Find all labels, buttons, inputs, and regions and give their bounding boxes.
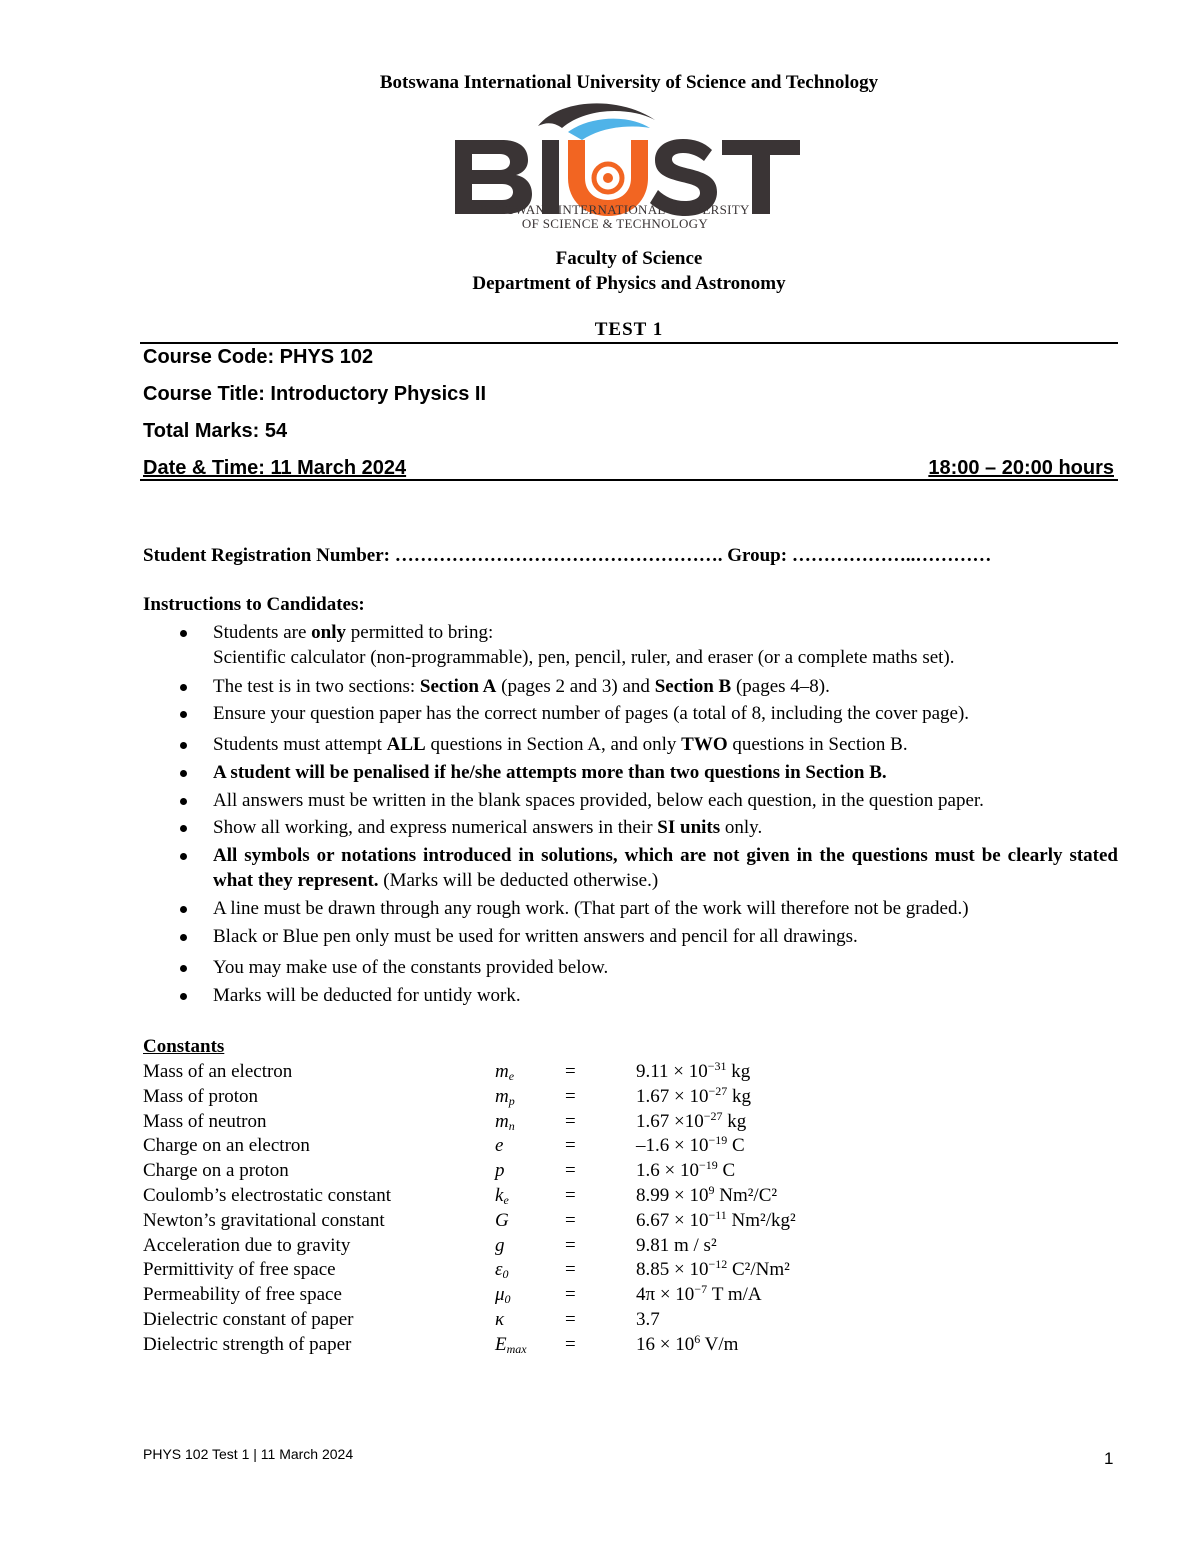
constant-value [636, 1083, 751, 1108]
bullet-icon [180, 684, 187, 691]
constant-equals: = [565, 1309, 576, 1330]
constant-equals: = [565, 1284, 576, 1306]
constant-value-main: 9.11 × 10 [636, 1061, 708, 1082]
constant-row [143, 1061, 1043, 1086]
bullet-icon [180, 798, 187, 805]
constant-value-main: 1.67 × 10 [636, 1085, 709, 1107]
constants-title: Constants [143, 1036, 225, 1057]
constant-value [636, 1185, 777, 1207]
constant-symbol-main: G [495, 1209, 509, 1231]
constant-value-main: 1.67 ×10 [636, 1110, 704, 1132]
constant-equals: = [565, 1085, 576, 1107]
constant-exponent: −27 [703, 1108, 723, 1123]
constant-equals: = [565, 1259, 576, 1281]
constant-name: Charge on a proton [143, 1160, 289, 1182]
course-title: Course Title: Introductory Physics II [143, 383, 487, 405]
constant-unit: kg [727, 1085, 751, 1107]
constant-equals: = [565, 1185, 576, 1206]
constant-unit: C [717, 1160, 736, 1182]
biust-logo [450, 98, 810, 238]
constant-name: Coulomb’s electrostatic constant [143, 1185, 392, 1206]
constant-exponent: 9 [708, 1183, 715, 1197]
instruction-text: Black or Blue pen only must be used for written answers and pencil for all drawings. [213, 926, 858, 947]
bottom-rule [140, 479, 1118, 481]
constant-unit: Nm²/C² [714, 1185, 778, 1206]
constant-symbol-subscript: 0 [502, 1267, 509, 1282]
instruction-text: only. [720, 817, 763, 838]
instruction-item [143, 701, 1118, 726]
constant-value-main: 3.7 [636, 1309, 660, 1330]
constant-symbol-main: ε [495, 1259, 503, 1281]
constant-row [143, 1160, 1043, 1185]
constant-symbol [495, 1160, 505, 1182]
constant-value-main: 9.81 m / s² [636, 1234, 717, 1256]
constant-unit: Nm²/kg² [726, 1209, 796, 1231]
test-title: TEST 1 [594, 319, 664, 340]
instruction-item [143, 843, 1118, 893]
page-footer: PHYS 102 Test 1 | 11 March 2024 [143, 1446, 354, 1462]
instruction-item [143, 732, 1118, 757]
instruction-text-line2: Scientific calculator (non-programmable), pen, pencil, ruler, and eraser (or a complete maths set). [213, 647, 955, 668]
constant-row [143, 1259, 1043, 1284]
constant-symbol [495, 1135, 503, 1157]
constant-symbol [495, 1111, 515, 1133]
instruction-bold: ALL [386, 734, 426, 755]
constant-row [143, 1309, 1043, 1334]
instruction-text: permitted to bring: [346, 622, 494, 643]
constant-symbol [495, 1284, 511, 1306]
constant-exponent: −19 [708, 1133, 728, 1148]
instruction-text: A line must be drawn through any rough work. (That part of the work will therefore not be graded.) [213, 898, 969, 919]
constant-value [636, 1160, 735, 1182]
constant-value-main: 6.67 × 10 [636, 1209, 709, 1231]
constant-symbol-subscript: p [508, 1093, 515, 1108]
course-code: Course Code: PHYS 102 [143, 346, 374, 368]
instruction-bold: only [311, 622, 347, 643]
constant-row [143, 1083, 1043, 1111]
constant-symbol [495, 1061, 514, 1083]
instruction-item [143, 674, 1118, 699]
faculty-block [0, 246, 1200, 296]
constant-symbol-subscript: max [506, 1341, 527, 1356]
constant-value [636, 1259, 790, 1281]
instruction-item [143, 983, 1118, 1008]
constant-row [143, 1207, 1043, 1235]
constant-symbol-main: k [495, 1185, 504, 1206]
constant-row [143, 1185, 1043, 1210]
constant-unit: kg [722, 1110, 747, 1132]
constant-symbol-subscript: e [503, 1193, 509, 1207]
top-rule [140, 342, 1118, 344]
faculty-name: Faculty of Science [555, 248, 703, 269]
bullet-icon [180, 934, 187, 941]
constant-symbol-main: m [495, 1061, 509, 1082]
constant-value [636, 1207, 796, 1232]
constant-exponent: −31 [707, 1059, 727, 1073]
constant-symbol-main: g [495, 1234, 505, 1256]
constant-row [143, 1235, 1043, 1260]
constant-symbol-subscript: 0 [504, 1292, 511, 1307]
bullet-icon [180, 711, 187, 718]
instruction-item [143, 620, 1118, 670]
instruction-item [143, 760, 1118, 785]
instruction-item [143, 815, 1118, 840]
bullet-icon [180, 825, 187, 832]
constant-exponent: −27 [708, 1083, 728, 1098]
constant-symbol-main: m [495, 1110, 509, 1132]
constant-name: Mass of an electron [143, 1061, 293, 1082]
total-marks: Total Marks: 54 [143, 420, 288, 442]
constant-name: Permittivity of free space [143, 1259, 336, 1281]
constant-exponent: −12 [708, 1257, 728, 1272]
constant-name: Mass of neutron [143, 1110, 267, 1132]
constant-value [636, 1135, 745, 1157]
instruction-bold: SI units [657, 817, 721, 838]
constant-row [143, 1331, 1043, 1359]
constant-symbol-main: p [495, 1160, 505, 1182]
bullet-icon [180, 770, 187, 777]
instruction-text: questions in Section B. [727, 734, 908, 755]
constant-name: Newton’s gravitational constant [143, 1209, 385, 1231]
constant-exponent: −19 [698, 1158, 718, 1173]
constant-symbol-main: m [495, 1085, 509, 1107]
constant-unit: kg [726, 1061, 751, 1082]
constant-symbol [495, 1259, 509, 1281]
constant-exponent: −11 [708, 1207, 727, 1222]
constant-equals: = [565, 1061, 576, 1082]
university-name: Botswana International University of Science and Technology [379, 72, 879, 93]
constant-symbol-main: μ [495, 1284, 505, 1306]
constant-unit: C²/Nm² [727, 1259, 790, 1281]
constant-equals: = [565, 1234, 576, 1256]
instruction-text: Students must attempt [213, 734, 387, 755]
bullet-icon [180, 853, 187, 860]
instruction-text: The test is in two sections: [213, 676, 420, 697]
constant-value [636, 1331, 739, 1356]
constant-exponent: −7 [694, 1282, 708, 1297]
instruction-item [143, 924, 1118, 949]
constant-exponent: 6 [694, 1331, 701, 1346]
logo-line-2: OF SCIENCE & TECHNOLOGY [521, 216, 709, 231]
constant-equals: = [565, 1209, 576, 1231]
instruction-text: (pages 2 and 3) and [496, 676, 655, 697]
constant-symbol [495, 1185, 509, 1207]
constant-value-main: 8.99 × 10 [636, 1185, 709, 1206]
instruction-bold: Section B [654, 676, 732, 697]
constant-symbol [495, 1309, 504, 1331]
registration-line: Student Registration Number: ……………………………………………. Group: ………………..………… [143, 545, 992, 566]
logo-line-1: BOTSWANA INTERNATIONAL UNIVERSITY [480, 202, 750, 217]
constant-name: Permeability of free space [143, 1284, 342, 1306]
constant-row [143, 1284, 1043, 1309]
constant-equals: = [565, 1135, 576, 1157]
instruction-text: (Marks will be deducted otherwise.) [378, 870, 659, 891]
instruction-item [143, 788, 1118, 813]
instruction-text: A student will be penalised if he/she attempts more than two questions in Section B. [213, 762, 887, 783]
constant-value-main: –1.6 × 10 [636, 1135, 709, 1157]
constant-symbol-subscript: n [508, 1118, 515, 1133]
department-name: Department of Physics and Astronomy [472, 273, 786, 294]
constant-value-main: 4π × 10 [636, 1284, 695, 1306]
instructions-title: Instructions to Candidates: [143, 594, 365, 615]
constant-symbol-main: κ [495, 1309, 505, 1330]
bullet-icon [180, 630, 187, 637]
constant-value-main: 8.85 × 10 [636, 1259, 709, 1281]
constant-symbol-subscript: e [508, 1069, 515, 1083]
constant-name: Mass of proton [143, 1085, 259, 1107]
constant-equals: = [565, 1110, 576, 1132]
constant-unit: V/m [700, 1333, 739, 1355]
constant-row [143, 1108, 1043, 1136]
constant-unit: C [727, 1135, 745, 1157]
constant-symbol [495, 1210, 509, 1232]
constant-equals: = [565, 1160, 576, 1182]
constant-row [143, 1135, 1043, 1160]
constant-value [636, 1284, 762, 1306]
constant-name: Charge on an electron [143, 1135, 310, 1157]
date-time: Date & Time: 11 March 2024 [143, 457, 407, 479]
bullet-icon [180, 993, 187, 1000]
constant-value-main: 1.6 × 10 [636, 1160, 699, 1182]
instruction-text: Marks will be deducted for untidy work. [213, 985, 521, 1006]
constant-symbol-main: E [495, 1333, 507, 1355]
constant-value [636, 1309, 660, 1331]
constant-symbol [495, 1334, 527, 1356]
instruction-text: All answers must be written in the blank spaces provided, below each question, in the question paper. [213, 790, 984, 811]
constant-equals: = [565, 1333, 576, 1355]
instruction-text: questions in Section A, and only [425, 734, 682, 755]
constant-symbol [495, 1086, 515, 1108]
page-number: 1 [1104, 1449, 1114, 1468]
constant-name: Dielectric constant of paper [143, 1309, 354, 1330]
instruction-text: Show all working, and express numerical answers in their [213, 817, 658, 838]
constant-value [636, 1108, 747, 1133]
constant-value-main: 16 × 10 [636, 1333, 695, 1355]
bullet-icon [180, 742, 187, 749]
exam-hours: 18:00 – 20:00 hours [928, 457, 1114, 479]
instruction-bold: All symbols or notations introduced in solutions, which are not given in the questions must be clearly stated what they represent. [213, 845, 1118, 891]
instruction-text: You may make use of the constants provided below. [213, 957, 609, 978]
instruction-text: (pages 4–8). [731, 676, 830, 697]
constant-name: Acceleration due to gravity [143, 1234, 351, 1256]
instruction-text: Ensure your question paper has the correct number of pages (a total of 8, including the cover page). [213, 703, 970, 724]
constant-symbol-main: e [495, 1135, 504, 1157]
instruction-bold: Section A [419, 676, 497, 697]
instruction-item [143, 955, 1118, 980]
instruction-text: Students are [213, 622, 312, 643]
constant-symbol [495, 1235, 505, 1257]
constant-value [636, 1235, 717, 1257]
constant-name: Dielectric strength of paper [143, 1333, 352, 1355]
instruction-item [143, 896, 1118, 921]
bullet-icon [180, 906, 187, 913]
constant-value [636, 1061, 750, 1083]
bullet-icon [180, 965, 187, 972]
constant-unit: T m/A [707, 1284, 762, 1306]
instruction-bold: TWO [681, 734, 728, 755]
